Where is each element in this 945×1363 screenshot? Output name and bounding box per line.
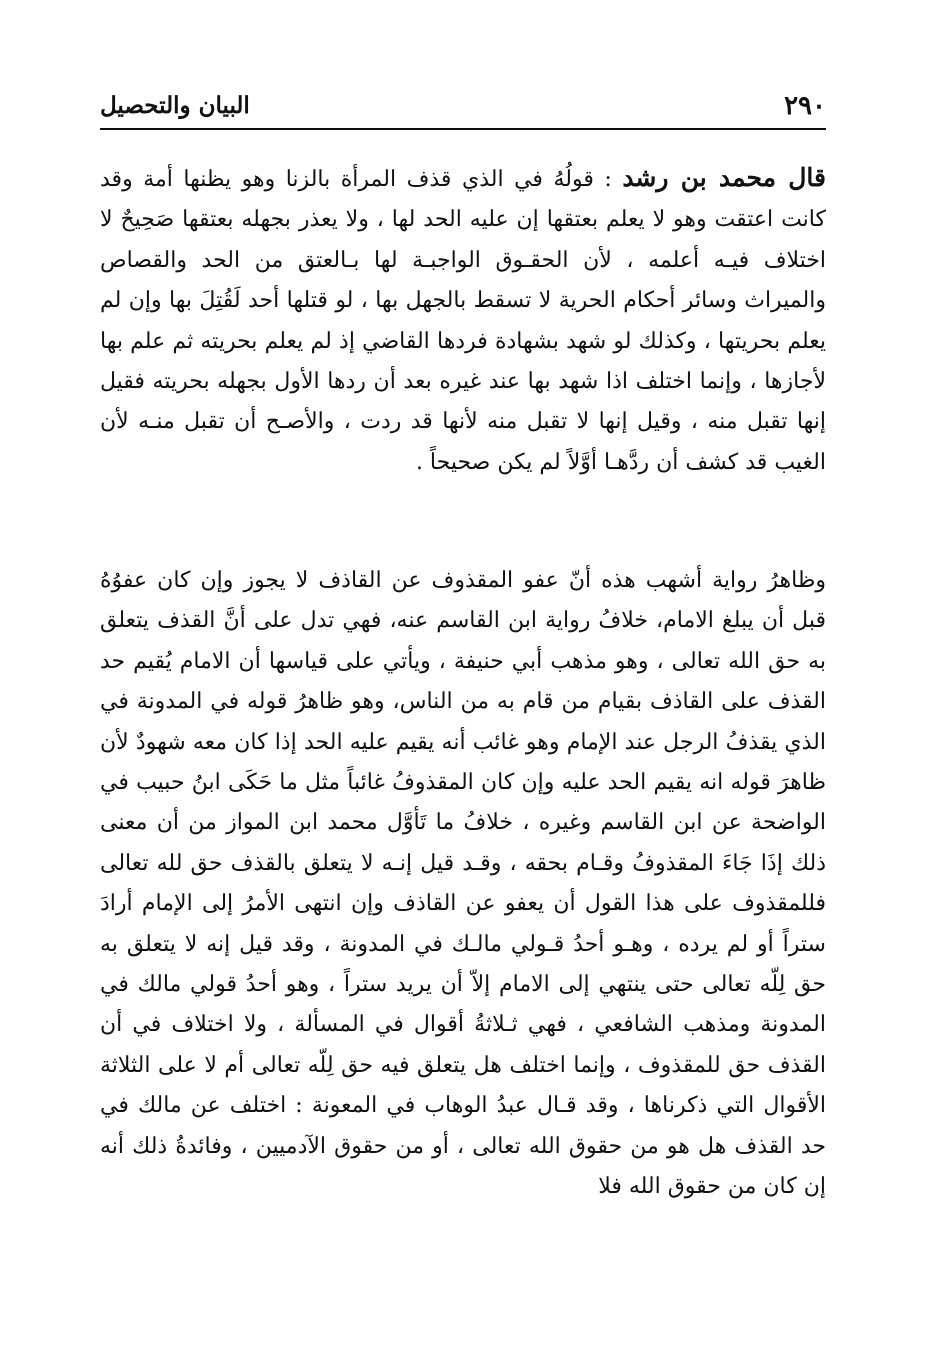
page-number: ٢٩٠ — [784, 91, 826, 121]
paragraph-1-text: : قولُهُ في الذي قذف المرأة بالزنا وهو يظنها أمة وقد كانت اعتقت وهو لا يعلم بعتقها إن عليه الحد لها ، ولا يعذر بجهله بعتقها صَحِيحٌ لا اختلاف فيـه أعلمه ، لأن الحقـوق الواجبـة لها بـالعتق من الحد والقصاص والميراث وسائر أحكام الحرية لا تسقط بالجهل بها ، لو قتلها أحد لَقُتِلَ بها وإن لم يعلم بحريتها ، وكذلك لو شهد بشهادة فردها القاضي إذ لم يعلم بحريته ثم علم بها لأجازها ، وإنما اختلف اذا شهد بها عند غيره بعد أن ردها الأول بجهله بحريته فقيل إنها تقبل منه ، وقيل إنها لا تقبل منه لأنها قد ردت ، والأصـح أن تقبل منـه لأن الغيب قد كشف أن ردَّهـا أوَّلاً لم يكن صحيحاً . — [100, 167, 826, 475]
page-header — [100, 86, 826, 126]
header-rule — [100, 128, 826, 130]
paragraph-1 — [100, 158, 826, 483]
speaker-name: قال محمد بن رشد — [622, 163, 826, 192]
running-title: البيان والتحصيل — [100, 92, 250, 119]
paragraph-2: وظاهرُ رواية أشهب هذه أنّ عفو المقذوف عن القاذف لا يجوز وإن كان عفوُهُ قبل أن يبلغ الامام، خلافُ رواية ابن القاسم عنه، فهي تدل على أنَّ القذف يتعلق به حق الله تعالى ، وهو مذهب أبي حنيفة ، ويأتي على قياسها أن الامام يُقيم حد القذف على القاذف بقيام من قام به من الناس، وهو ظاهرُ قوله في المدونة في الذي يقذفُ الرجل عند الإمام وهو غائب أنه يقيم عليه الحد إذا كان معه شهودٌ لأن ظاهرَ قوله انه يقيم الحد عليه وإن كان المقذوفُ غائباً مثل ما حَكَى ابنُ حبيب في الواضحة عن ابن القاسم وغيره ، خلافُ ما تَأوَّل محمد ابن المواز من أن معنى ذلك إذَا جَاءَ المقذوفُ وقـام بحقه ، وقـد قيل إنـه لا يتعلق بالقذف حق لله تعالى فللمقذوف على هذا القول أن يعفو عن القاذف وإن انتهى الأمرُ إلى الإمام أرادَ ستراً أو لم يرده ، وهـو أحدُ قـولي مالـك في المدونة ، وقد قيل إنه لا يتعلق به حق لِلّه تعالى حتى ينتهي إلى الامام إلاّ أن يريد ستراً ، وهو أحدُ قولي مالك في المدونة ومذهب الشافعي ، فهي ثـلاثةُ أقوال في المسألة ، ولا اختلاف في أن القذف حق للمقذوف ، وإنما اختلف هل يتعلق فيه حق لِلّه تعالى أم لا على الثلاثة الأقوال التي ذكرناها ، وقد قـال عبدُ الوهاب في المعونة : اختلف عن مالك في حد القذف هل هو من حقوق الله تعالى ، أو من حقوق الآدميين ، وفائدةُ ذلك أنه إن كان من حقوق الله فلا — [100, 568, 826, 1200]
